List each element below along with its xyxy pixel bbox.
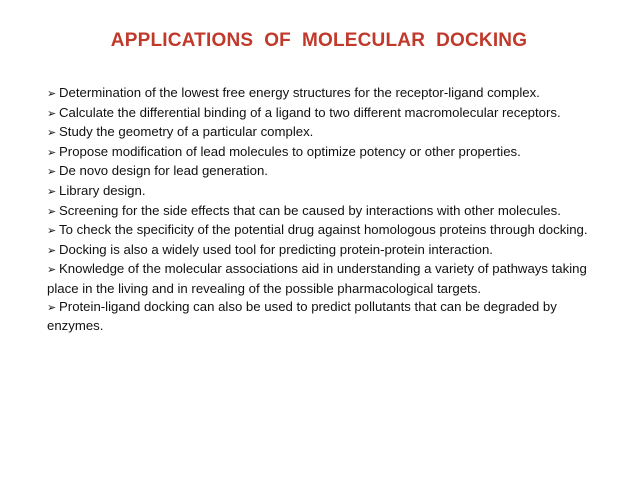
bullet-text: Protein-ligand docking can also be used to predict pollutants that can be degraded by enzymes. [47, 298, 557, 334]
arrow-bullet-icon: ➢ [47, 264, 57, 277]
arrow-bullet-icon: ➢ [47, 185, 57, 198]
arrow-bullet-icon: ➢ [47, 166, 57, 179]
list-item [47, 182, 607, 202]
bullet-text: Determination of the lowest free energy structures for the receptor-ligand complex. [59, 85, 540, 100]
list-item [47, 241, 607, 261]
list-item [47, 202, 607, 222]
arrow-bullet-icon: ➢ [47, 127, 57, 140]
arrow-bullet-icon: ➢ [47, 146, 57, 159]
bullet-text: Study the geometry of a particular complex. [59, 124, 314, 140]
list-item [47, 143, 607, 163]
bullet-text: Knowledge of the molecular associations aid in understanding a variety of pathways taking place in the living and in revealing of the possible pharmacological targets. [47, 261, 587, 296]
bullet-text: De novo design for lead generation. [59, 163, 268, 179]
list-item [47, 123, 607, 143]
bullet-text: Calculate the differential binding of a ligand to two different macromolecular receptors. [59, 104, 561, 120]
list-item [47, 221, 607, 241]
list-item [47, 84, 607, 104]
bullet-list [47, 84, 607, 335]
list-item [47, 260, 607, 297]
arrow-bullet-icon: ➢ [47, 225, 57, 238]
bullet-text: To check the specificity of the potential drug against homologous proteins through docking. [59, 222, 588, 238]
arrow-bullet-icon: ➢ [47, 301, 57, 314]
bullet-text: Docking is also a widely used tool for predicting protein-protein interaction. [59, 241, 493, 257]
bullet-text: Screening for the side effects that can be caused by interactions with other molecules. [59, 202, 561, 218]
list-item [47, 298, 607, 335]
arrow-bullet-icon: ➢ [47, 107, 57, 120]
arrow-bullet-icon: ➢ [47, 244, 57, 257]
bullet-text: Propose modification of lead molecules to optimize potency or other properties. [59, 143, 521, 159]
list-item [47, 104, 607, 124]
arrow-bullet-icon: ➢ [47, 205, 57, 218]
list-item [47, 162, 607, 182]
slide-title: APPLICATIONS OF MOLECULAR DOCKING [110, 30, 528, 51]
arrow-bullet-icon: ➢ [47, 88, 57, 100]
bullet-text: Library design. [59, 182, 146, 198]
